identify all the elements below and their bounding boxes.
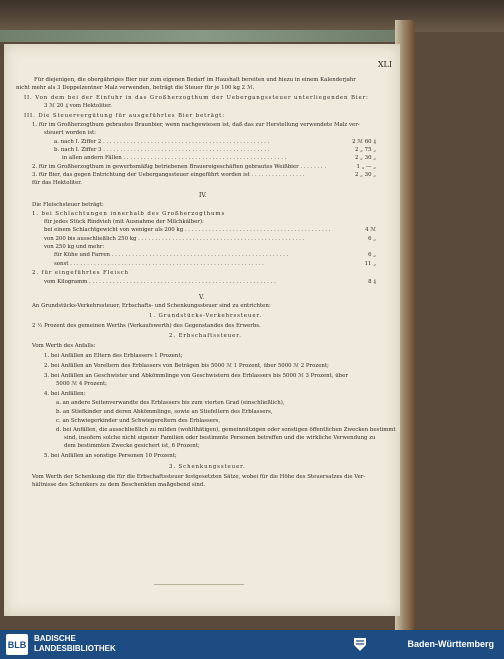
page-number: XLI [377,60,392,69]
amount: 2 „ 30 „ [354,155,376,161]
subheading: 3. Schenkungssteuer. [169,464,246,470]
coat-of-arms-icon [352,636,368,652]
text-line: von 250 kg und mehr: [44,244,105,250]
subheading: 1. Grundstücks-Verkehrssteuer. [149,313,262,319]
text-line: bei einem Schlachtgewicht von weniger als 200 kg . . . . . . . . . . . . . . . . . . . . . . . . . . . . . . . . . . . . . . . . . . . [44,227,331,233]
text-line: dem bestimmten Zwecke gesichert ist, 6 Prozent; [64,443,200,449]
text-line: b. an Stiefkinder und deren Abkömmlinge, sowie an Stiefeltern des Erblassers, [56,409,273,415]
text-line: d. bei Anfällen, die ausschließlich zu milden (wohlthätigen), gemeinnützigen oder sonstigen öffentlichen Zwecken bestimmt [56,427,396,433]
amount: 2 ℳ 60 ₰ [352,139,376,145]
footer-bar [0,630,504,659]
text-line: Für diejenigen, die obergähriges Bier nur zum eigenen Bedarf im Haushalt bereiten und hiezu in einem Kalenderjahr [34,77,356,83]
text-line: hältnisse des Schenkers zu dem Beschenkten maßgebend sind. [32,482,206,488]
text-line: 5. bei Anfällen an sonstige Personen 10 Prozent; [44,453,177,459]
text-line: 2. für eingeführtes Fleisch [32,270,129,276]
text-line: 2. für im Großherzogthum in gewerbsmäßig betriebenen Brauereigeschäften gebrautes Weißbier . . . . . . . . [32,164,327,170]
text-line: 1. für im Großherzogthum gebrautes Braunbier, wenn nachgewiesen ist, daß das zur Herstellung verwendete Malz ver- [32,122,360,128]
text-line: III. Die Steuervergütung für ausgeführtes Bier beträgt: [24,113,225,119]
amount: 4 ℳ [365,227,376,233]
text-line: in allen andern Fällen . . . . . . . . . . . . . . . . . . . . . . . . . . . . . . . . . . . . . . . . . . . . . . . . [62,155,287,161]
text-line: von 200 bis ausschließlich 250 kg . . . . . . . . . . . . . . . . . . . . . . . . . . . . . . . . . . . . . . . . . . . . . . . . . [44,236,305,242]
text-line: 3. für Bier, das gegen Entrichtung der Uebergangssteuer eingeführt worden ist . . . . . . . . . . . . . . . . [32,172,305,178]
text-line: 3. bei Anfällen an Geschwister und Abkömmlinge von Geschwistern des Erblassers bis 5000 ℳ 3 Prozent, über [44,373,348,379]
text-line: 2 ½ Prozent des gemeinen Werths (Verkaufswerth) des Gegenstandes des Erwerbs. [32,323,261,329]
subheading: 2. Erbschaftssteuer. [169,333,242,339]
scan-background-top [0,0,504,32]
text-line: sind, insofern solche nicht eigener Familien oder bestimmte Personen betreffen und die wirkliche Verwendung zu [64,435,376,441]
text-line: b. nach I. Ziffer 3 . . . . . . . . . . . . . . . . . . . . . . . . . . . . . . . . . . . . . . . . . . . . . . . . . [54,147,270,153]
amount: 6 „ [368,236,376,242]
library-name-line1: BADISCHE [34,634,76,643]
text-line: steuert worden ist: [44,130,96,136]
text-line: Die Fleischsteuer beträgt: [32,202,104,208]
text-line: 1. bei Anfällen an Eltern des Erblassers 1 Prozent; [44,353,183,359]
text-line: a. nach I. Ziffer 2 . . . . . . . . . . . . . . . . . . . . . . . . . . . . . . . . . . . . . . . . . . . . . . . . . [54,139,270,145]
text-line: für Kühe und Farren . . . . . . . . . . . . . . . . . . . . . . . . . . . . . . . . . . . . . . . . . . . . . . . . . . . . [54,252,289,258]
amount: 2 „ 75 „ [354,147,376,153]
text-line: Vom Werth der Schenkung die für die Erbschaftssteuer festgesetzten Sätze, wobei für die Höhe des Steuersatzes die Ver- [32,474,366,480]
section-number: IV. [199,192,207,199]
section-number: V. [199,294,205,301]
library-name [34,634,116,654]
text-line: a. an andere Seitenverwandte des Erblassers bis zum vierten Grad (einschließlich), [56,400,285,406]
text-line: 4. bei Anfällen: [44,391,86,397]
text-line: 2. bei Anfällen an Voreltern des Erblassers von Beträgen bis 5000 ℳ 1 Prozent, über 5000 ℳ 2 Prozent; [44,363,329,369]
document-page [4,44,400,616]
amount: 2 „ 30 „ [354,172,376,178]
amount: 6 „ [368,252,376,258]
amount: 1 „ — „ [356,164,376,170]
footer-rule [154,584,244,585]
text-line: Vom Werth des Anfalls: [32,343,96,349]
book-cover-edge [0,30,410,42]
text-line: II. Von dem bei der Einfuhr in das Großherzogthum der Uebergangssteuer unterliegenden Bier: [24,95,369,101]
text-line: vom Kilogramm . . . . . . . . . . . . . . . . . . . . . . . . . . . . . . . . . . . . . . . . . . . . . . . . . . . . . . . [44,279,276,285]
text-line: für jedes Stück Rindvieh (mit Ausnahme der Milchkälber): [44,219,204,225]
amount: 8 ₰ [368,279,376,285]
blb-logo[interactable]: BLB [6,634,28,655]
text-line: für das Hektoliter. [32,180,82,186]
text-line: 1. bei Schlachtungen innerhalb des Großherzogthums [32,211,226,217]
text-line: An Grundstücks-Verkehrssteuer, Erbschafts- und Schenkungssteuer sind zu entrichten: [32,303,271,309]
amount: 11 „ [364,261,376,267]
text-line: nicht mehr als 3 Doppelzentner Malz verwenden, beträgt die Steuer für je 100 kg 2 ℳ. [16,85,255,91]
text-line: 3 ℳ 20 ₰ vom Hektoliter. [44,103,112,109]
state-name[interactable]: Baden-Württemberg [407,639,494,649]
text-line: 5000 ℳ 4 Prozent; [56,381,107,387]
text-line: sonst . . . . . . . . . . . . . . . . . . . . . . . . . . . . . . . . . . . . . . . . . . . . . . . . . . . . . . . . . [54,261,264,267]
text-line: c. an Schwiegerkinder und Schwiegereltern des Erblassers, [56,418,221,424]
library-name-line2: LANDESBIBLIOTHEK [34,644,116,653]
